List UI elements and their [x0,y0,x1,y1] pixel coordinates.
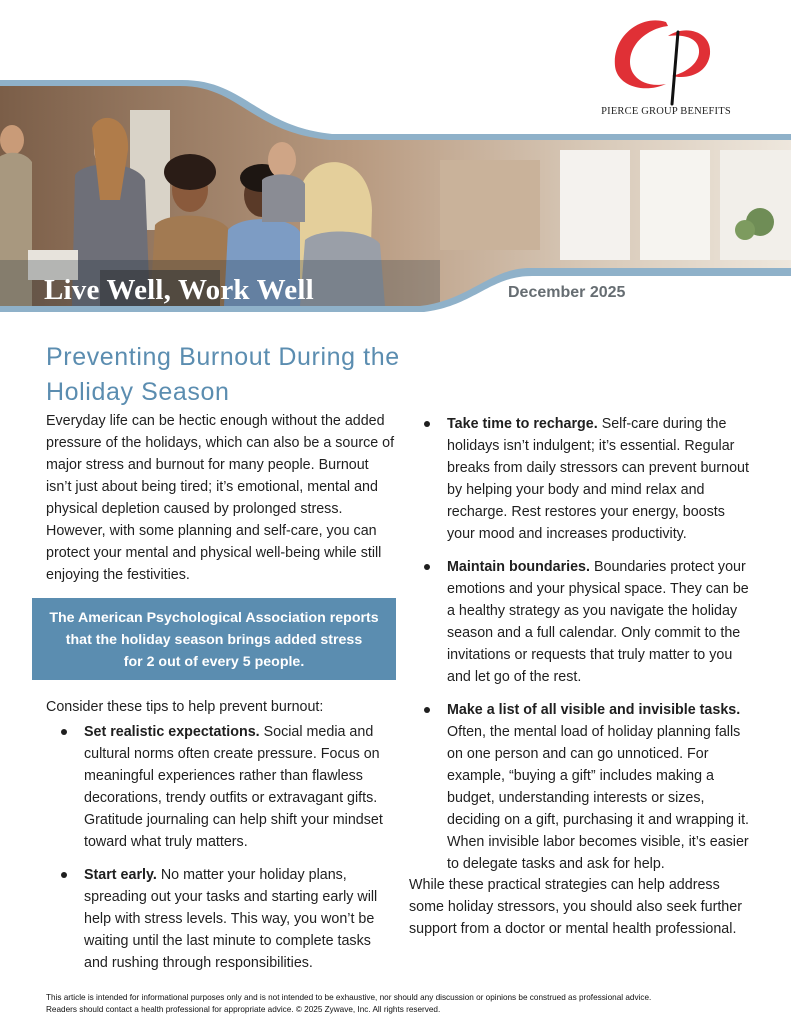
disclaimer-line: This article is intended for informational purposes only and is not intended to be exhaustive, nor should any discussion or opinions be construed as professional advice. [46,993,652,1002]
list-item [46,864,398,974]
company-name: PIERCE GROUP BENEFITS [601,106,731,117]
tips-list-left [46,721,398,985]
tip-text: Self-care during the holidays isn’t indulgent; it’s essential. Regular breaks from daily stressors can prevent burnout by helping your body and mind relax and recharge. Rest restores your energy, boosts your mood and increases productivity. [447,416,749,542]
stat-callout [32,598,396,680]
tip-heading: Set realistic expectations. [84,724,260,740]
bullet-icon [424,707,430,713]
closing-section [409,874,755,940]
callout-line: that the holiday season brings added stress [65,632,363,648]
tip-heading: Take time to recharge. [447,416,598,432]
footer-disclaimer [46,992,746,1016]
issue-date: December 2025 [508,284,626,301]
tips-list-right [409,413,755,886]
newsletter-title: Live Well, Work Well [44,274,314,306]
article-title: Preventing Burnout During the Holiday Season [46,343,400,406]
intro-section [46,410,398,586]
tip-text: No matter your holiday plans, spreading out your tasks and starting early will help with stress levels. This way, you won’t be waiting until the last minute to complete tasks and rushing through responsibilities. [84,867,378,971]
tips-intro: Consider these tips to help prevent burnout: [46,699,324,715]
tip-text: Often, the mental load of holiday planning falls on one person and can go unnoticed. For example, “buying a gift” includes making a budget, understanding interests or sizes, deciding on a gift, purchasing it and wrapping it. When invisible labor becomes visible, it’s easier to delegate tasks and ask for help. [447,724,750,872]
tip-text: Social media and cultural norms often create pressure. Focus on meaningful experiences rather than flawless decorations, trendy outfits or extravagant gifts. Gratitude journaling can help shift your mindset toward what truly matters. [84,724,383,850]
bullet-icon [424,564,430,570]
tip-heading: Maintain boundaries. [447,559,590,575]
callout-line: for 2 out of every 5 people. [123,654,305,670]
list-item [409,556,755,688]
bullet-icon [424,421,430,427]
list-item [409,413,755,545]
tip-heading: Make a list of all visible and invisible tasks. [447,702,741,718]
list-item [46,721,398,853]
tips-intro-section [46,696,398,718]
tip-heading: Start early. [84,867,157,883]
bullet-icon [61,872,67,878]
disclaimer-line: Readers should contact a health professional for appropriate advice. © 2025 Zywave, Inc. All rights reserved. [46,1005,441,1014]
callout-line: The American Psychological Association reports [49,610,379,626]
intro-paragraph: Everyday life can be hectic enough without the added pressure of the holidays, which can also be a source of major stress and burnout for many people. Burnout isn’t just about being tired; it’s emotional, mental and physical depletion caused by prolonged stress. However, with some planning and self-care, you can protect your mental and physical well-being while still enjoying the festivities. [46,413,395,583]
hero-banner [0,0,791,330]
bullet-icon [61,729,67,735]
closing-paragraph: While these practical strategies can help address some holiday stressors, you should also seek further support from a doctor or mental health professional. [409,877,742,937]
tip-text: Boundaries protect your emotions and your physical space. They can be a healthy strategy as you navigate the holiday season and a full calendar. Only commit to the invitations or requests that truly matter to you and let go of the rest. [447,559,749,685]
list-item [409,699,755,875]
